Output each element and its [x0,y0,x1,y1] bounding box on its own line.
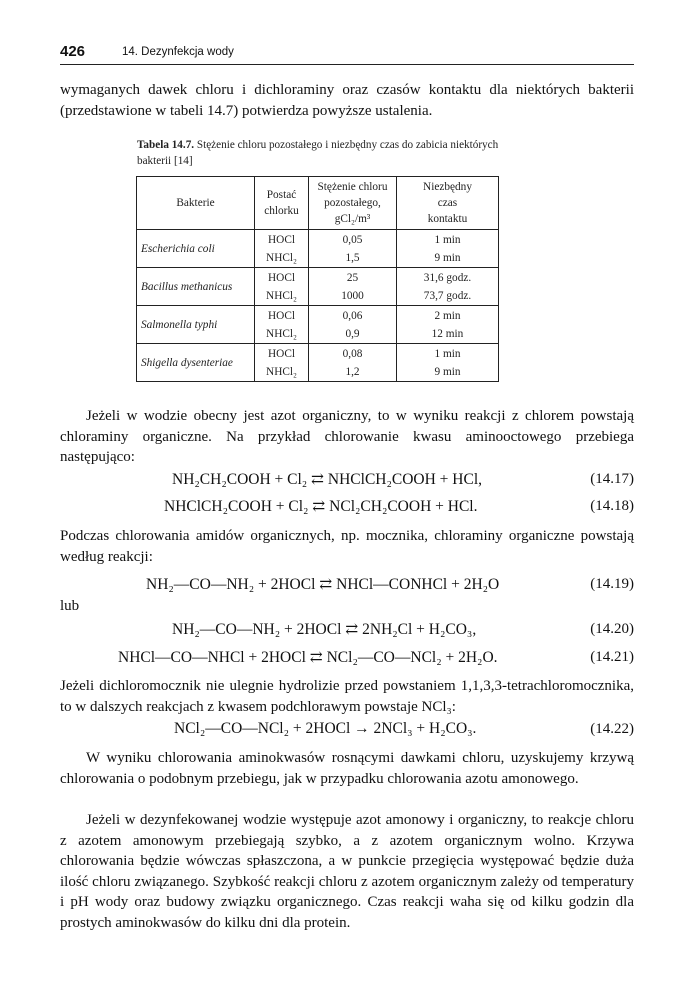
paragraph-ammonium-organic: Jeżeli w dezynfekowanej wodzie występuje azot amonowy i organiczny, to reakcje chloru z azotem amonowym przebiegają szybko, a z azotem organicznym wolno. Krzywa chlorowania będzie wówczas spłaszczona, a w punkcie przegięcia występować będzie duża ilość chloru związanego. Szybkość reakcji chloru z azotem organicznym zależy od temperatury i pH wody oraz budowy związku organicznego. Czas reakcji waha się od kilku godzin dla prostych aminokwasów do kilku dni dla protein. [60,812,634,931]
header-form-line2: chlorku [264,205,299,217]
equation-number-14-18: (14.18) [590,498,634,514]
header-time-line2: czas [437,197,458,209]
header-bacteria: Bakterie [137,177,255,230]
paragraph-organic-nitrogen: Jeżeli w wodzie obecny jest azot organiczny, to w wyniku reakcji z chlorem powstają chloraminy organiczne. Na przykład chlorowanie kwasu aminooctowego przebiega następująco: [60,408,634,466]
cell-time-1: 2 min [434,309,461,322]
cell-bacteria: Escherichia coli [137,230,255,268]
cell-form-2: NHCl₂ [266,289,297,302]
cell-conc [309,306,397,344]
header-time-line1: Niezbędny [423,181,472,193]
cell-time-1: 1 min [434,233,461,246]
cell-conc [309,230,397,268]
equation-number-14-19: (14.19) [590,576,634,592]
cell-conc-1: 0,08 [342,347,363,360]
table-row [137,306,499,344]
paragraph-amides: Podczas chlorowania amidów organicznych, np. mocznika, chloraminy organiczne powstają według reakcji: [60,528,634,565]
header-form-line1: Postać [266,189,297,201]
cell-conc-2: 0,9 [345,327,360,340]
header-concentration [309,177,397,230]
paragraph-intro: wymaganych dawek chloru i dichloraminy oraz czasów kontaktu dla niektórych bakterii (przedstawione w tabeli 14.7) potwierdza powyższe ustalenia. [60,82,634,119]
paragraph-amino-acids: W wyniku chlorowania aminokwasów rosnącymi dawkami chloru, uzyskujemy krzywą chlorowania o podobnym przebiegu, jak w przypadku chlorowania azotu amonowego. [60,750,634,787]
table-caption [137,138,507,169]
cell-bacteria: Shigella dysenteriae [137,344,255,382]
cell-conc-1: 25 [346,271,359,284]
cell-time [397,344,499,382]
header-form [255,177,309,230]
cell-form [255,344,309,382]
equation-14-19: NH₂—CO—NH₂ + 2HOCl ⇄ NHCl—CONHCl + 2H₂O [146,576,500,593]
cell-form [255,230,309,268]
cell-form-2: NHCl₂ [266,251,297,264]
table-row [137,230,499,268]
table-row [137,344,499,382]
cell-conc-2: 1000 [341,289,364,302]
cell-time [397,268,499,306]
equation-14-17: NH₂CH₂COOH + Cl₂ ⇄ NHClCH₂COOH + HCl, [172,471,483,488]
table-header-row [137,177,499,230]
equation-number-14-22: (14.22) [590,721,634,737]
header-conc-line1: Stężenie chloru [317,181,388,193]
cell-conc-1: 0,05 [342,233,363,246]
cell-time-1: 1 min [434,347,461,360]
cell-time-1: 31,6 godz. [423,271,472,284]
cell-form-2: NHCl₂ [266,365,297,378]
cell-form-1: HOCl [268,233,295,246]
cell-time-2: 9 min [434,365,461,378]
cell-time-2: 12 min [431,327,464,340]
cell-conc-1: 0,06 [342,309,363,322]
equation-14-18: NHClCH₂COOH + Cl₂ ⇄ NCl₂CH₂COOH + HCl. [164,498,478,515]
table-label: Tabela 14.7. [137,139,195,151]
cell-time [397,306,499,344]
cell-conc [309,268,397,306]
cell-time [397,230,499,268]
cell-conc-2: 1,5 [345,251,360,264]
header-conc-unit: gCl₂/m³ [334,213,371,225]
equation-14-21: NHCl—CO—NHCl + 2HOCl ⇄ NCl₂—CO—NCl₂ + 2H₂O. [118,649,498,666]
cell-bacteria: Salmonella typhi [137,306,255,344]
cell-bacteria: Bacillus methanicus [137,268,255,306]
cell-time-2: 73,7 godz. [423,289,472,302]
cell-time-2: 9 min [434,251,461,264]
header-conc-line2: pozostałego, [324,197,381,209]
page-header [60,42,634,65]
header-contact-time [397,177,499,230]
equation-14-22: NCl₂—CO—NCl₂ + 2HOCl → 2NCl₃ + H₂CO₃. [174,720,477,737]
cell-conc [309,344,397,382]
data-table [136,176,499,382]
cell-form-1: HOCl [268,271,295,284]
cell-conc-2: 1,2 [345,365,360,378]
cell-form [255,306,309,344]
header-time-line3: kontaktu [427,213,468,225]
equation-number-14-21: (14.21) [590,649,634,665]
word-lub: lub [60,598,80,614]
equation-number-14-17: (14.17) [590,471,634,487]
paragraph-dichlorourea: Jeżeli dichloromocznik nie ulegnie hydrolizie przed powstaniem 1,1,3,3-tetrachloromocznika, to w dalszych reakcjach z kwasem podchlorawym powstaje NCl₃: [60,678,634,715]
cell-form [255,268,309,306]
table-caption-text: Stężenie chloru pozostałego i niezbędny czas do zabicia niektórych bakterii [14] [137,139,499,167]
equation-number-14-20: (14.20) [590,621,634,637]
equation-14-20: NH₂—CO—NH₂ + 2HOCl ⇄ 2NH₂Cl + H₂CO₃, [172,621,477,638]
cell-form-1: HOCl [268,309,295,322]
table-row [137,268,499,306]
cell-form-2: NHCl₂ [266,327,297,340]
page-number: 426 [60,43,86,60]
chapter-title: 14. Dezynfekcja wody [122,46,234,58]
cell-form-1: HOCl [268,347,295,360]
